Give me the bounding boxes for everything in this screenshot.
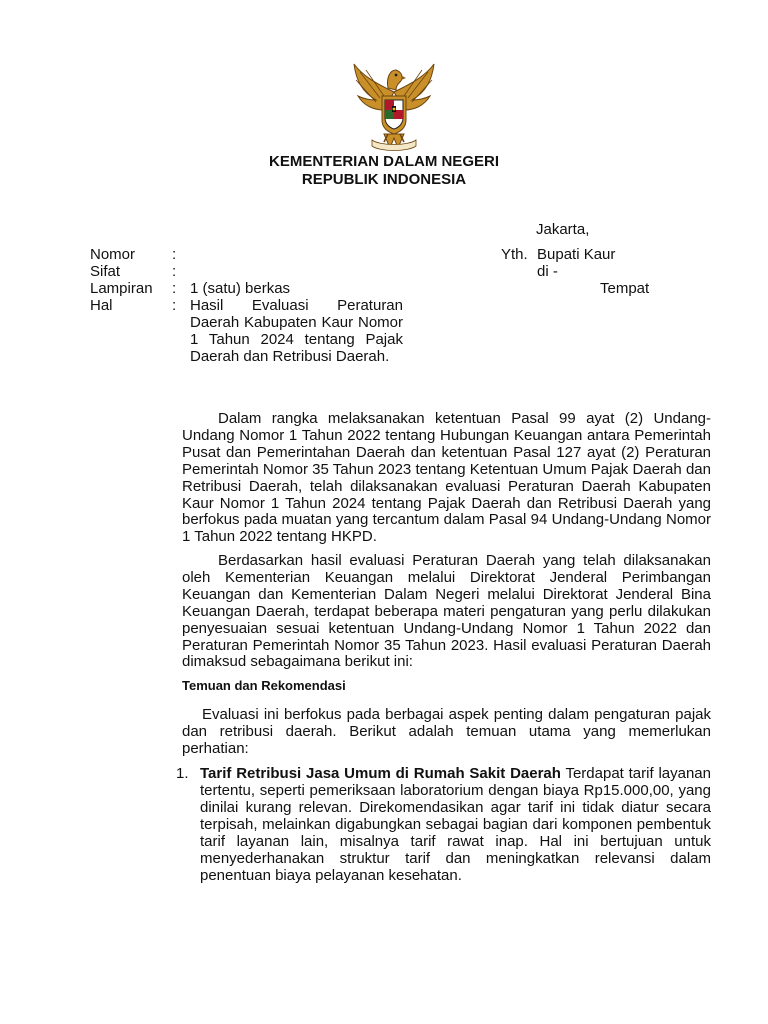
list-item-text: Terdapat tarif layanan tertentu, seperti pemeriksaan laboratorium dengan biaya Rp15.000,00, yang dinilai kurang relevan. Direkomendasikan agar tarif ini tidak diatur secara terpisah, melainkan digabungkan sebagai bagian dari komponen pembentuk tarif layanan lain, misalnya tarif rawat inap. Hal ini bertujuan untuk menyederhanakan struktur tarif dan meningkatkan relevansi dalam penentuan biaya pelayanan kesehatan.: [200, 765, 711, 884]
meta-value: Hasil Evaluasi Peraturan Daerah Kabupaten Kaur Nomor 1 Tahun 2024 tentang Pajak Daerah dan Retribusi Daerah.: [190, 297, 403, 365]
meta-row-hal: [90, 297, 403, 365]
recipient-tempat: Tempat: [600, 280, 650, 297]
list-item: [176, 765, 711, 884]
recipient-yth: Yth.: [501, 246, 528, 263]
recipient-block: [501, 246, 649, 297]
recipient-name: Bupati Kaur: [537, 246, 616, 263]
section-heading: Temuan dan Rekomendasi: [182, 678, 346, 693]
list-item-title: Tarif Retribusi Jasa Umum di Rumah Sakit Daerah: [200, 765, 561, 782]
meta-value: [190, 263, 403, 280]
meta-row-nomor: [90, 246, 403, 263]
ministry-country: REPUBLIK INDONESIA: [301, 171, 467, 188]
garuda-emblem-icon: [346, 58, 442, 154]
meta-colon: :: [172, 280, 177, 297]
body-paragraph: Evaluasi ini berfokus pada berbagai aspek penting dalam pengaturan pajak dan retribusi daerah. Berikut adalah temuan utama yang memerlukan perhatian:: [182, 706, 711, 757]
body-paragraph: Dalam rangka melaksanakan ketentuan Pasal 99 ayat (2) Undang-Undang Nomor 1 Tahun 2022 tentang Hubungan Keuangan antara Pemerintah Pusat dan Pemerintahan Daerah dan ketentuan Pasal 127 ayat (2) Peraturan Pemerintah Nomor 35 Tahun 2023 tentang Ketentuan Umum Pajak Daerah dan Retribusi Daerah, telah dilaksanakan evaluasi Peraturan Daerah Kabupaten Kaur Nomor 1 Tahun 2024 tentang Pajak Daerah dan Retribusi Daerah yang berfokus pada muatan yang tercantum dalam Pasal 94 Undang-Undang Nomor 1 Tahun 2022 tentang HKPD.: [182, 410, 711, 546]
list-number: 1.: [176, 765, 189, 782]
meta-colon: :: [172, 297, 177, 314]
letter-metadata: [90, 246, 403, 365]
list-item-body: [200, 765, 711, 884]
meta-row-sifat: [90, 263, 403, 280]
meta-label: Sifat: [90, 263, 121, 280]
meta-row-lampiran: [90, 280, 403, 297]
meta-label: Nomor: [90, 246, 136, 263]
meta-value: [190, 246, 403, 263]
meta-value: 1 (satu) berkas: [190, 280, 291, 297]
meta-label: Lampiran: [90, 280, 153, 297]
meta-colon: :: [172, 246, 177, 263]
meta-colon: :: [172, 263, 177, 280]
ministry-name: KEMENTERIAN DALAM NEGERI: [268, 153, 499, 170]
meta-label: Hal: [90, 297, 113, 314]
body-paragraph: Berdasarkan hasil evaluasi Peraturan Daerah yang telah dilaksanakan oleh Kementerian Keuangan melalui Direktorat Jenderal Perimbangan Keuangan dan Kementerian Dalam Negeri melalui Direktorat Jenderal Bina Keuangan Daerah, terdapat beberapa materi pengaturan yang perlu dilakukan penyesuaian sesuai ketentuan Undang-Undang Nomor 1 Tahun 2022 dan Peraturan Pemerintah Nomor 35 Tahun 2023. Hasil evaluasi Peraturan Daerah dimaksud sebagaimana berikut ini:: [182, 552, 711, 671]
place-date: Jakarta,: [536, 221, 590, 238]
recipient-di: di -: [537, 263, 558, 280]
